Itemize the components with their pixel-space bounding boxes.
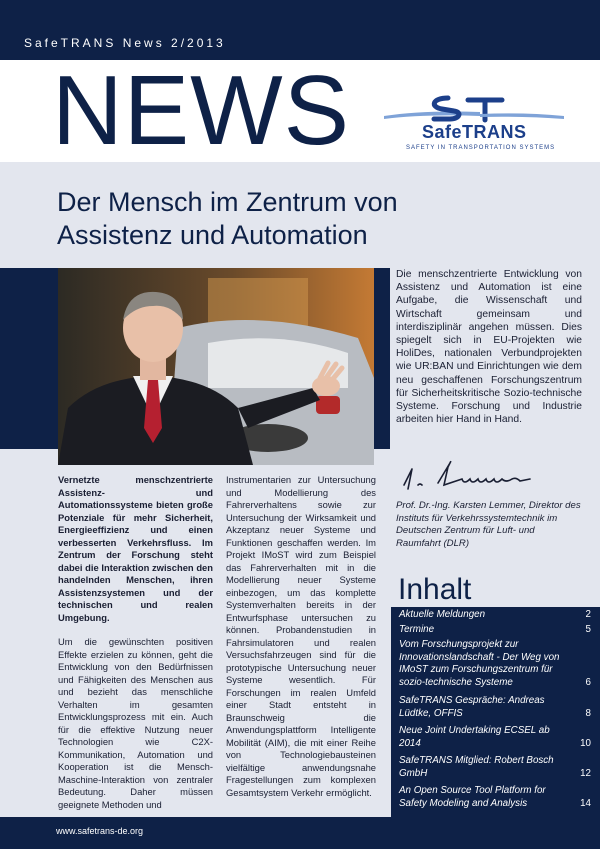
safetrans-logo — [384, 92, 564, 158]
article-photo — [58, 268, 374, 465]
toc-item[interactable] — [399, 695, 595, 720]
logo-wordmark: SafeTRANS — [422, 122, 527, 142]
headline-line-1: Der Mensch im Zentrum von — [57, 187, 398, 217]
portrait-illustration — [58, 268, 374, 465]
toc-title: Inhalt — [398, 573, 472, 606]
toc-item-title: Termine — [399, 624, 435, 635]
toc-item-page: 8 — [585, 707, 591, 719]
toc-item-page: 10 — [580, 737, 591, 749]
article-headline — [57, 186, 417, 252]
article-column-middle — [226, 474, 376, 799]
signature-caption: Prof. Dr.-Ing. Karsten Lemmer, Direktor des Instituts für Verkehrssystemtechnik im Deutschen Zentrum für Luft- und Raumfahrt (DLR) — [396, 500, 581, 549]
toc-item-title: SafeTRANS Mitglied: Robert Bosch GmbH — [399, 755, 554, 779]
dark-panel-left — [0, 268, 58, 449]
article-body-middle: Instrumentarien zur Untersuchung und Modellierung des Fahrerverhaltens sowie zur Untersuchung der Wirksamkeit und Akzeptanz neuer Systeme und Funktionen geschaffen werden. Im Projekt IMoST wird zum Beispiel das Fahrerverhalten mit in die Modellierung neuer Systeme einbezogen, um das komplette Systemverhalten bereits in der Entwurfsphase untersuchen zu können. Probandenstudien in Fahrsimulatoren und realen Versuchsfahrzeugen sind für die prototypische Untersuchung neuer Systeme wesentlich. Für Forschungen im realen Umfeld einer Stadt entsteht in Braunschweig die Anwendungsplattform Intelligente Mobilität (AIM), die mit einer Reihe von Technologiebausteinen vielfältige anwendungsnahe Fragestellungen zum komplexen Gesamtsystem Verkehr ermöglicht. — [226, 474, 376, 798]
toc-item[interactable] — [399, 624, 595, 637]
toc-item-page: 6 — [585, 676, 591, 688]
intro-text: Die menschzentrierte Entwicklung von Assistenz und Automation ist eine Aufgabe, die Wissenschaft und Wirtschaft gemeinsam und interdisziplinär angehen müssen. Dies spiegelt sich in EU-Projekten wie HoliDes, nationalen Verbundprojekten wie UR:BAN und Einrichtungen wie dem neu geschaffenen Forschungszentrum für Sicherheitskritische Sozio-technische Systeme. Forschung und Industrie arbeiten hier Hand in Hand. — [396, 269, 582, 426]
toc-item-title: Vom Forschungsprojekt zur Innovationslandschaft - Der Weg von IMoST zum Forschungszentrum für sozio-technische Systeme — [399, 639, 560, 688]
toc-item[interactable] — [399, 639, 595, 689]
toc-item[interactable] — [399, 725, 595, 750]
masthead-title: NEWS — [52, 55, 350, 165]
toc-item[interactable] — [399, 609, 595, 622]
top-band — [0, 0, 600, 60]
article-column-left — [58, 474, 213, 811]
toc-item-title: SafeTRANS Gespräche: Andreas Lüdtke, OFFIS — [399, 695, 545, 719]
toc-item[interactable] — [399, 785, 595, 810]
dark-panel-right — [374, 268, 390, 449]
table-of-contents — [391, 607, 600, 817]
intro-column — [396, 268, 582, 426]
toc-item[interactable] — [399, 755, 595, 780]
issue-label: SafeTRANS News 2/2013 — [24, 36, 226, 50]
toc-item-title: Neue Joint Undertaking ECSEL ab 2014 — [399, 725, 550, 749]
toc-item-page: 2 — [585, 609, 591, 620]
article-lead: Vernetzte menschzentrierte Assistenz- und Automationssysteme bieten große Potenziale für mehr Sicherheit, Energieeffizienz und einen verbesserten Verkehrsfluss. Im Zentrum der Forschung steht dabei die Interaktion zwischen den handelnden Menschen, ihren Assistenzsystemen und der technischen und realen Umgebung. — [58, 474, 213, 623]
toc-item-title: An Open Source Tool Platform for Safety Modeling and Analysis — [399, 785, 546, 809]
signature-image — [398, 455, 548, 495]
headline-line-2: Assistenz und Automation — [57, 220, 368, 250]
footer-url-link[interactable]: www.safetrans-de.org — [56, 826, 144, 836]
logo-tagline: SAFETY IN TRANSPORTATION SYSTEMS — [406, 145, 556, 151]
toc-item-page: 5 — [585, 624, 591, 635]
toc-item-page: 12 — [580, 767, 591, 779]
toc-item-title: Aktuelle Meldungen — [399, 609, 486, 620]
article-body-left: Um die gewünschten positiven Effekte erzielen zu können, geht die Entwicklung von den Bedürfnissen und Fähigkeiten des Menschen aus und bezieht das menschliche Verhalten im gesamten Entwicklungsprozess mit ein. Auch für die effektive Nutzung neuer Technologien wie C2X-Kommunikation, Automation und Kooperation ist die Mensch-Maschine-Interaktion von zentraler Bedeutung. Daher müssen geeignete Methoden und — [58, 636, 213, 810]
toc-item-page: 14 — [580, 797, 591, 809]
